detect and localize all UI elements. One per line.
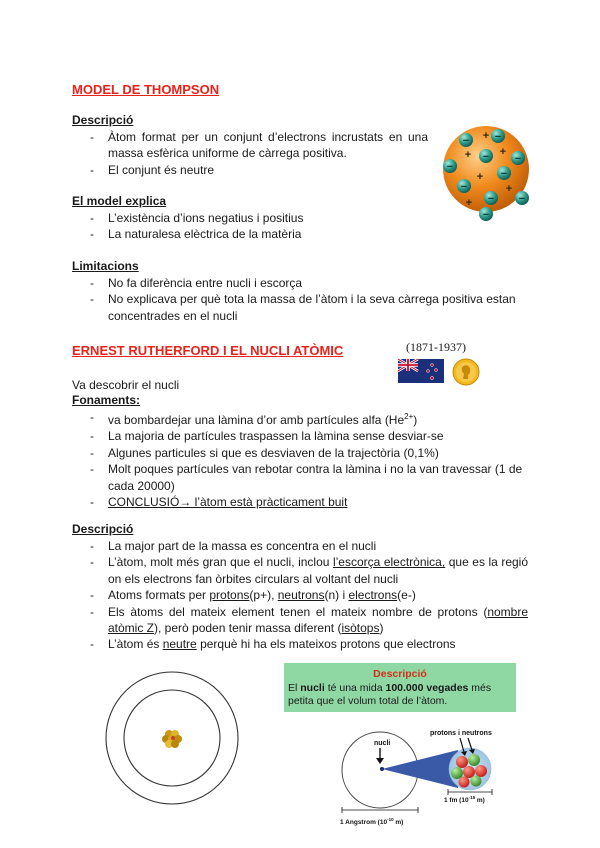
- nucleus: [162, 730, 182, 748]
- info-box-title: Descripció: [373, 668, 427, 680]
- minus-sign: −: [494, 131, 502, 143]
- list-item: - El conjunt és neutre: [72, 162, 428, 178]
- nucleus-dot: [380, 767, 384, 771]
- list-item: - No explicava per què tota la massa de l’àtom i la seva càrrega positiva estan concentrades en el nucli: [72, 291, 532, 324]
- list-item: - No fa diferència entre nucli i escorça: [72, 275, 532, 291]
- thompson-explains-list: [72, 210, 428, 243]
- list-item: - La majoria de partícules traspassen la làmina sense desviar-se: [72, 428, 528, 444]
- minus-sign: −: [500, 168, 508, 180]
- angstrom-scale-label: 1 Angstrom ($10^{-10}$ m): [340, 817, 404, 826]
- rutherford-coin-icon: [452, 358, 480, 386]
- plus-sign: +: [476, 171, 484, 183]
- list-item: - Algunes particules si que es desviaven de la trajectòria (0,1%): [72, 445, 528, 461]
- list-item: - La naturalesa elèctrica de la matèria: [72, 226, 428, 242]
- list-item: - L’existència d’ions negatius i positius: [72, 210, 428, 226]
- thompson-desc-heading: Descripció: [72, 113, 134, 127]
- nucleus-scale-diagram: [336, 720, 536, 832]
- thompson-title: MODEL DE THOMPSON: [72, 82, 220, 97]
- minus-sign: −: [482, 151, 490, 163]
- thompson-explains-heading: El model explica: [72, 194, 167, 208]
- rutherford-desc-list: [72, 538, 528, 653]
- nucleus-info-box: [284, 663, 516, 712]
- list-item: - Àtom format per un conjunt d’electrons incrustats en una massa esfèrica uniforme de càrrega positiva.: [72, 129, 428, 162]
- new-zealand-flag-icon: [398, 359, 444, 383]
- minus-sign: −: [482, 209, 490, 221]
- minus-sign: −: [487, 193, 495, 205]
- list-item: - va bombardejar una làmina d’or amb partícules alfa $(He^{2+})$: [72, 409, 528, 428]
- protons-neutrons-label: protons i neutrons: [430, 730, 492, 737]
- thompson-atom-figure: [436, 118, 536, 222]
- minus-sign: −: [514, 153, 522, 165]
- minus-sign: −: [460, 181, 468, 193]
- minus-sign: −: [518, 193, 526, 205]
- rutherford-intro: Va descobrir el nucli: [72, 378, 180, 392]
- fm-scale-label: 1 fm ($10^{-15}$ m): [444, 795, 485, 804]
- conclusion-text: CONCLUSIÓ→ l’àtom està pràcticament buit: [108, 495, 348, 510]
- plus-sign: +: [505, 183, 513, 195]
- list-item: - Molt poques partícules van rebotar contra la làmina i no la van travessar (1 de cada 20000): [72, 461, 528, 494]
- info-box-text: El nucli té una mida 100.000 vegades més petita que el volum total de l’àtom.: [288, 682, 492, 707]
- rutherford-foundations-list: [72, 409, 528, 510]
- thompson-limits-list: [72, 275, 532, 324]
- thompson-limits-heading: Limitacions: [72, 259, 139, 273]
- plus-sign: +: [464, 149, 472, 161]
- plus-sign: +: [465, 197, 473, 209]
- minus-sign: −: [462, 135, 470, 147]
- list-item: - L’àtom, molt més gran que el nucli, inclou l’escorça electrònica, que es la regió on els electrons fan òrbites circulars al voltant del nucli: [72, 554, 528, 587]
- nucleus-label: nucli: [374, 740, 391, 747]
- list-item: [72, 494, 528, 510]
- rutherford-years: (1871-1937): [406, 340, 466, 354]
- rutherford-foundations-heading: Fonaments:: [72, 393, 141, 407]
- rutherford-desc-heading: Descripció: [72, 522, 134, 536]
- list-item: - L’àtom és neutre perquè hi ha els mateixos protons que electrons: [72, 636, 528, 652]
- list-item: - Els àtoms del mateix element tenen el mateix nombre de protons (nombre atòmic Z), però poden tenir massa diferent (isòtops): [72, 604, 528, 637]
- list-item: - Atoms formats per protons(p+), neutrons(n) i electrons(e-): [72, 587, 528, 603]
- thompson-desc-list: [72, 129, 428, 178]
- minus-sign: −: [446, 161, 454, 173]
- plus-sign: +: [482, 130, 490, 142]
- list-item: - La major part de la massa es concentra en el nucli: [72, 538, 528, 554]
- atom-orbits-figure: [100, 668, 250, 810]
- plus-sign: +: [499, 146, 507, 158]
- rutherford-title: ERNEST RUTHERFORD I EL NUCLI ATÒMIC: [72, 343, 344, 358]
